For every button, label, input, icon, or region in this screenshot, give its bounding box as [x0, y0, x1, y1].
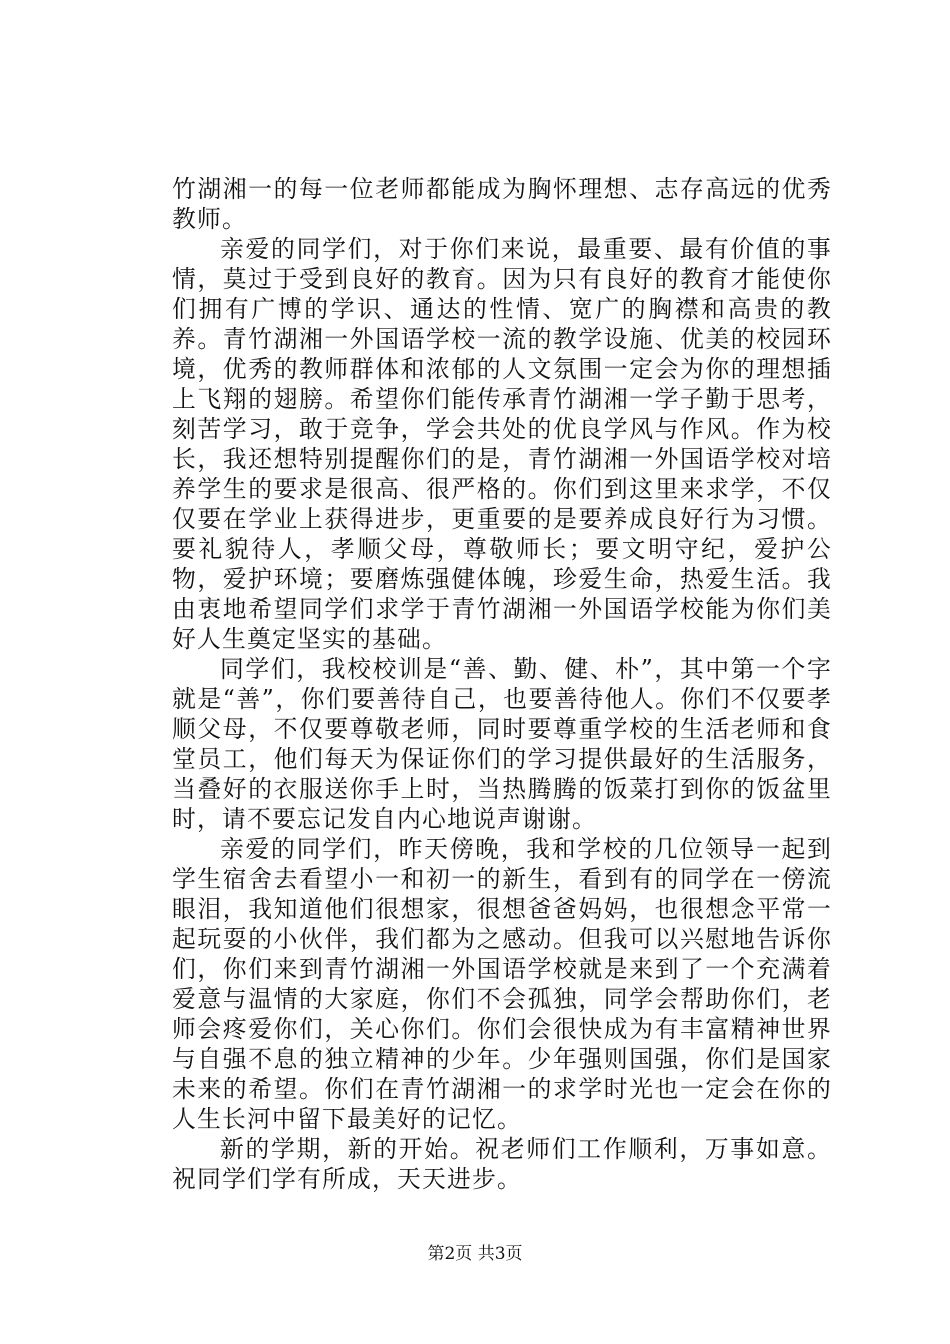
paragraph-new-students: 亲爱的同学们，昨天傍晚，我和学校的几位领导一起到学生宿舍去看望小一和初一的新生，看到有的同学在一傍流眼泪，我知道他们很想家，很想爸爸妈妈，也很想念平常一起玩耍的小伙伴，我们都为之感动。但我可以兴慰地告诉你们，你们来到青竹湖湘一外国语学校就是来到了一个充满着爱意与温情的大家庭，你们不会孤独，同学会帮助你们，老师会疼爱你们，关心你们。你们会很快成为有丰富精神世界与自强不息的独立精神的少年。少年强则国强，你们是国家未来的希望。你们在青竹湖湘一的求学时光也一定会在你的人生长河中留下最美好的记忆。: [172, 835, 832, 1133]
paragraph-education: 亲爱的同学们，对于你们来说，最重要、最有价值的事情，莫过于受到良好的教育。因为只有良好的教育才能使你们拥有广博的学识、通达的性情、宽广的胸襟和高贵的教养。青竹湖湘一外国语学校一流的教学设施、优美的校园环境，优秀的教师群体和浓郁的人文氛围一定会为你的理想插上飞翔的翅膀。希望你们能传承青竹湖湘一学子勤于思考，刻苦学习，敢于竞争，学会共处的优良学风与作风。作为校长，我还想特别提醒你们的是，青竹湖湘一外国语学校对培养学生的要求是很高、很严格的。你们到这里来求学，不仅仅要在学业上获得进步，更重要的是要养成良好行为习惯。要礼貌待人，孝顺父母，尊敬师长；要文明守纪，爱护公物，爱护环境；要磨炼强健体魄，珍爱生命，热爱生活。我由衷地希望同学们求学于青竹湖湘一外国语学校能为你们美好人生奠定坚实的基础。: [172, 235, 832, 653]
document-body: [172, 174, 832, 1194]
paragraph-school-motto: 同学们，我校校训是“善、勤、健、朴”，其中第一个字就是“善”，你们要善待自己，也要善待他人。你们不仅要孝顺父母，不仅要尊敬老师，同时要尊重学校的生活老师和食堂员工，他们每天为保证你们的学习提供最好的生活服务，当叠好的衣服送你手上时，当热腾腾的饭菜打到你的饭盆里时，请不要忘记发自内心地说声谢谢。: [172, 655, 832, 833]
paragraph-closing-wishes: 新的学期，新的开始。祝老师们工作顺利，万事如意。祝同学们学有所成，天天进步。: [172, 1135, 832, 1193]
paragraph-continuation: 竹湖湘一的每一位老师都能成为胸怀理想、志存高远的优秀教师。: [172, 175, 832, 233]
page-number-footer: 第2页 共3页: [427, 1244, 523, 1264]
